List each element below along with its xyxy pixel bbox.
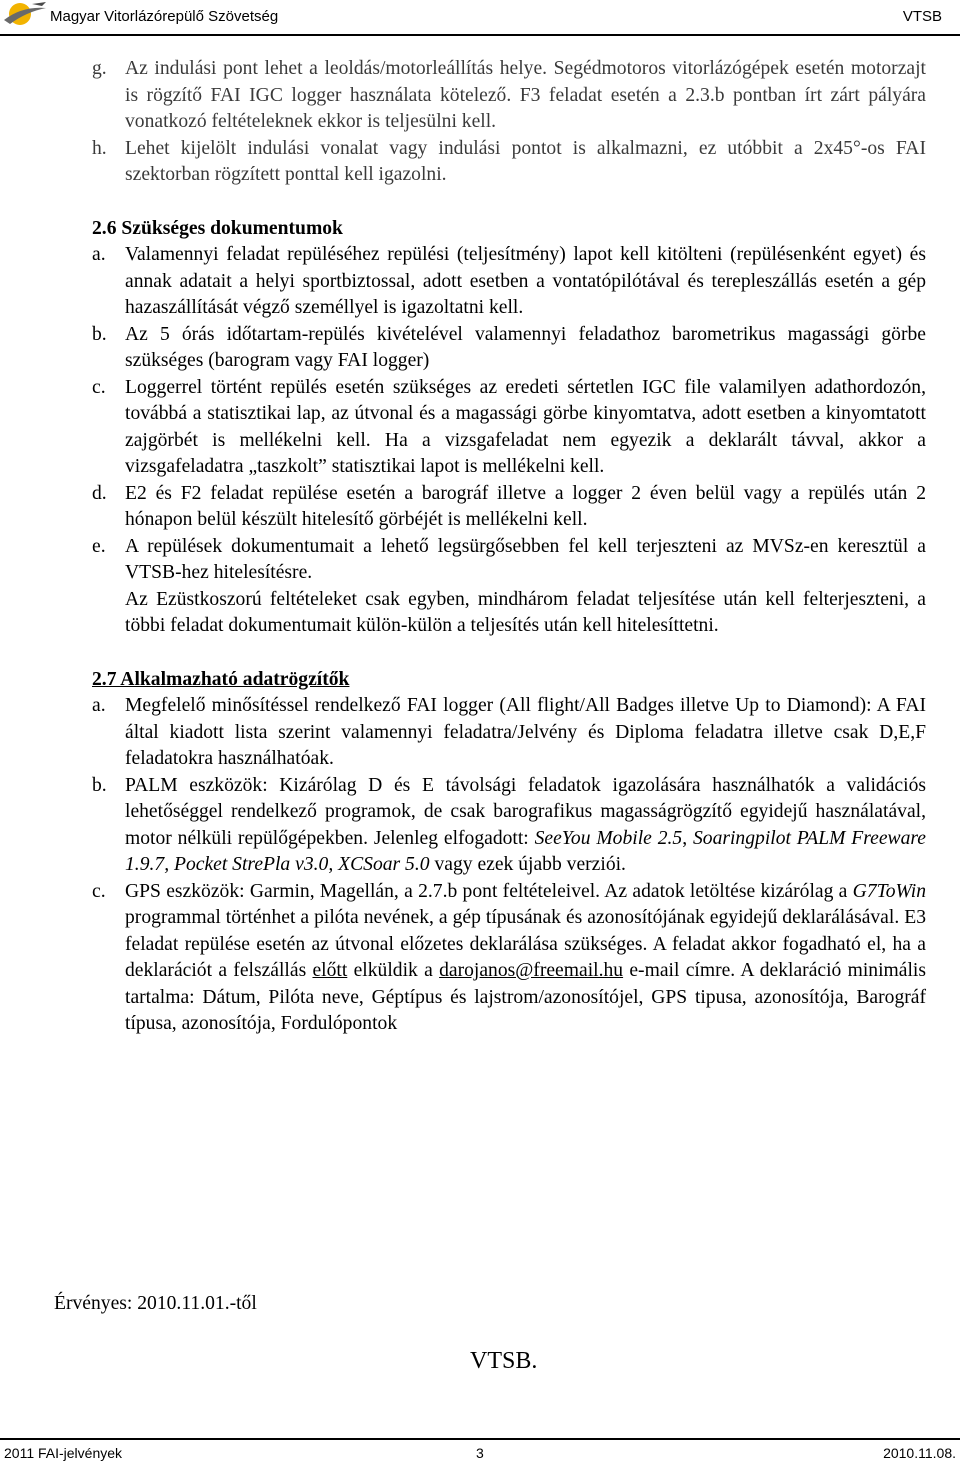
list-marker: d. — [92, 482, 107, 504]
section-heading-documents: 2.6 Szükséges dokumentumok — [92, 217, 343, 239]
list-item-text: E2 és F2 feladat repülése esetén a barográf illetve a logger 2 éven belül vagy a repülés után 2 hónapon belül készült hitelesítő görbéjét is mellékelni kell. — [125, 482, 926, 530]
list-item-text — [125, 879, 926, 1038]
list-marker: b. — [92, 774, 107, 796]
text-segment: , — [682, 827, 693, 849]
list-marker: c. — [92, 880, 106, 902]
text-segment: vagy ezek újabb verziói. — [429, 854, 626, 875]
header-abbreviation: VTSB — [902, 8, 942, 25]
list-item — [92, 773, 926, 879]
list-marker: b. — [92, 323, 107, 345]
signature: VTSB. — [470, 1348, 538, 1374]
list-item — [92, 375, 926, 481]
list-item-text: Az 5 órás időtartam-repülés kivételével valamennyi feladathoz barometrikus magassági görbe szükséges (barogram vagy FAI logger) — [125, 323, 926, 371]
text-segment: e-mail címre. A deklaráció minimális tartalma: Dátum, Pilóta neve, Géptípus és lajstrom/azonosítójel, GPS tipusa, azonosítója, Barográf típusa, azonosítója, Fordulópontok — [125, 960, 927, 1034]
list-item — [92, 534, 926, 587]
list-item-text — [125, 773, 926, 879]
footer-date: 2010.11.08. — [883, 1445, 956, 1461]
list-item-g — [92, 56, 926, 136]
list-marker: a. — [92, 695, 106, 716]
list-marker: a. — [92, 244, 106, 265]
header-divider — [0, 34, 960, 36]
list-item — [92, 322, 926, 375]
section-heading-recorders: 2.7 Alkalmazható adatrögzítők — [92, 668, 350, 690]
list-item — [92, 693, 926, 773]
organization-name: Magyar Vitorlázórepülő Szövetség — [50, 8, 279, 25]
footer-document-title: 2011 FAI-jelvények — [4, 1445, 123, 1461]
list-item-text: A repülések dokumentumait a lehető legsürgősebben fel kell terjeszteni az MVSz-en keresztül a VTSB-hez hitelesítésre. — [125, 535, 926, 583]
list-item-text: Megfelelő minősítéssel rendelkező FAI logger (All flight/All Badges illetve Up to Diamond): A FAI által kiadott lista szerint valamennyi feladatra/Jelvény és Diploma feladatra illetve csak D,E,F feladatokra használhatóak. — [125, 695, 926, 769]
list-item — [92, 481, 926, 534]
list-item-text: Valamennyi feladat repüléséhez repülési (teljesítmény) lapot kell kitölteni (repülésenként egyet) és annak adatait a helyi sportbiztossal, adott esetben a vontatópilótával és terepleszállás esetén a gép hazaszállítását végző személlyel is igazoltatni kell. — [125, 244, 926, 318]
text-segment: programmal történhet a pilóta nevének, a gép típusának és azonosítójának egyidejű deklarálásával. E3 feladat repülése esetén az útvonal előzetes deklarálása szükséges. A feladat akkor fogadható el, ha a deklarációt a felszállás — [125, 907, 926, 981]
text-segment: GPS eszközök: Garmin, Magellán, a 2.7.b pont feltételeivel. Az adatok letöltése kizárólag a — [125, 880, 853, 902]
text-segment: PALM eszközök: Kizárólag D és E távolsági feladatok igazolására használhatók a validációs lehetőséggel rendelkező programok, de csak barografikus magasságrögzítő egyidejű használatával, motor nélküli repülőgépekben. Jelenleg elfogadott: — [125, 774, 926, 849]
list-item-text: Loggerrel történt repülés esetén szükséges az eredeti sértetlen IGC file valamilyen adathordozón, továbbá a statisztikai lap, az útvonal és a magassági görbe kinyomtatva, adott esetben a kinyomtatott zajgörbét is mellékelni kell. Ha a vizsgafeladat nem egyezik a deklarált távval, akkor a vizsgafeladatra „taszkolt” statisztikai lapot is mellékelni kell. — [125, 376, 926, 477]
glider-logo-icon — [2, 0, 48, 30]
list-marker: g. — [92, 58, 107, 79]
list-item — [92, 879, 926, 1038]
list-marker: c. — [92, 376, 106, 398]
validity-date: Érvényes: 2010.11.01.-től — [54, 1293, 257, 1314]
document-body — [92, 56, 926, 1038]
underlined-text: előtt — [312, 960, 348, 981]
software-name: SeeYou Mobile 2.5 — [534, 827, 683, 849]
list-item-h — [92, 136, 926, 189]
list-item-text: Lehet kijelölt indulási vonalat vagy indulási pontot is alkalmazni, ez utóbbit a 2x45°-os FAI szektorban rögzített ponttal kell igazolni. — [125, 137, 926, 185]
paragraph-silver-badge: Az Ezüstkoszorú feltételeket csak egyben, mindhárom feladat teljesítése után kell felterjeszteni, a többi feladat dokumentumait külön-külön a teljesítés után kell hitelesíttetni. — [125, 588, 926, 636]
email-link[interactable]: darojanos@freemail.hu — [439, 960, 624, 981]
list-marker: h. — [92, 137, 107, 159]
footer-divider — [0, 1438, 960, 1440]
program-name: G7ToWin — [852, 880, 926, 902]
list-item — [92, 242, 926, 322]
text-segment: elküldik a — [347, 960, 440, 981]
software-name: Soaringpilot PALM Freeware 1.9.7, Pocket StrePla v3.0, XCSoar 5.0 — [125, 827, 927, 875]
list-item-text: Az indulási pont lehet a leoldás/motorleállítás helye. Segédmotoros vitorlázógépek esetén motorzajt is rögzítő FAI IGC logger használata kötelező. F3 feladat esetén a 2.3.b pontban írt zárt pályára vonatkozó feltételeknek ekkor is teljesülni kell. — [125, 58, 926, 132]
page-header — [0, 0, 960, 40]
list-marker: e. — [92, 535, 106, 557]
page-number: 3 — [476, 1445, 484, 1461]
